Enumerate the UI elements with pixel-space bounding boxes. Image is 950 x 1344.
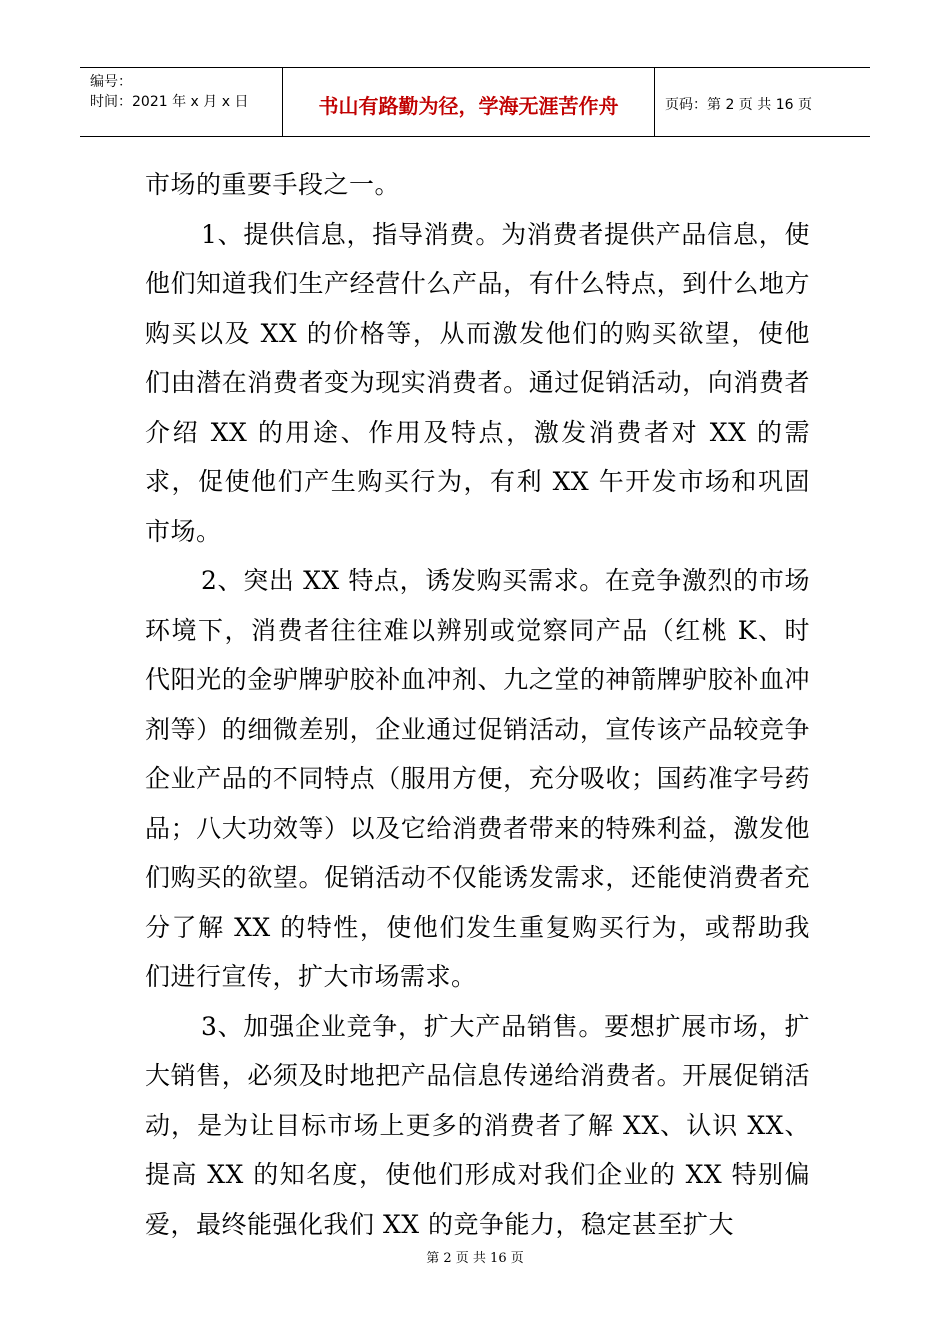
- header-page-info: 页码：第 2 页 共 16 页: [665, 97, 812, 113]
- paragraph-point-2: 2、突出 XX 特点，诱发购买需求。在竞争激烈的市场环境下，消费者往往难以辨别或觉察同产品（红桃 K、时代阳光的金驴牌驴胶补血冲剂、九之堂的神箭牌驴胶补血冲剂等）的细微差别，企业通过促销活动，宣传该产品较竞争企业产品的不同特点（服用方便，充分吸收；国药准字号药品；八大功效等）以及它给消费者带来的特殊利益，激发他们购买的欲望。促销活动不仅能诱发需求，还能使消费者充分了解 XX 的特性，使他们发生重复购买行为，或帮助我们进行宣传，扩大市场需求。: [145, 566, 810, 991]
- document-time-label: 时间：2021 年 x 月 x 日: [90, 94, 249, 110]
- paragraph-point-1: 1、提供信息，指导消费。为消费者提供产品信息，使他们知道我们生产经营什么产品，有什么特点，到什么地方购买以及 XX 的价格等，从而激发他们的购买欲望，使他们由潜在消费者变为现实消费者。通过促销活动，向消费者介绍 XX 的用途、作用及特点，激发消费者对 XX 的需求，促使他们产生购买行为，有利 XX 午开发市场和巩固市场。: [145, 219, 810, 546]
- page-footer: 第 2 页 共 16 页: [426, 1251, 524, 1266]
- paragraph-point-3: 3、加强企业竞争，扩大产品销售。要想扩展市场，扩大销售，必须及时地把产品信息传递给消费者。开展促销活动，是为让目标市场上更多的消费者了解 XX、认识 XX、提高 XX 的知名度，使他们形成对我们企业的 XX 特别偏爱，最终能强化我们 XX 的竞争能力，稳定甚至扩大: [145, 1011, 810, 1239]
- paragraph-continuation: 市场的重要手段之一。: [145, 170, 401, 199]
- header-motto: 书山有路勤为径，学海无涯苦作舟: [283, 68, 655, 136]
- document-body: [145, 160, 810, 1249]
- header-meta: [80, 68, 283, 136]
- page-header: [80, 67, 870, 137]
- document-number-label: 编号：: [90, 74, 132, 90]
